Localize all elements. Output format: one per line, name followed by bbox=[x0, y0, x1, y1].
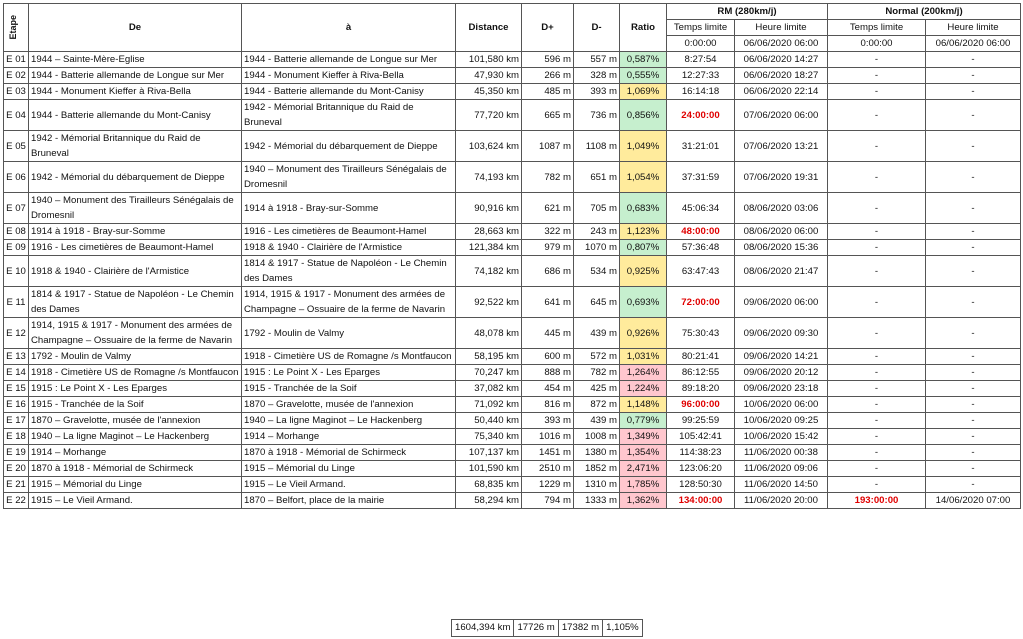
rm-heure-limite: 08/06/2020 03:06 bbox=[735, 193, 828, 224]
table-row bbox=[4, 318, 1021, 349]
stage-dplus: 641 m bbox=[522, 287, 574, 318]
stage-to: 1944 - Batterie allemande de Longue sur Mer bbox=[242, 52, 456, 68]
table-row bbox=[4, 131, 1021, 162]
stage-to: 1870 à 1918 - Mémorial de Schirmeck bbox=[242, 445, 456, 461]
rm-temps-limite: 96:00:00 bbox=[667, 397, 735, 413]
stage-distance: 70,247 km bbox=[456, 365, 522, 381]
header-rm-temps-limite: Temps limite bbox=[667, 20, 735, 36]
normal-temps-limite: - bbox=[828, 413, 926, 429]
table-row bbox=[4, 52, 1021, 68]
stage-from: 1914 – Morhange bbox=[29, 445, 242, 461]
stage-from: 1940 – Monument des Tirailleurs Sénégalais de Dromesnil bbox=[29, 193, 242, 224]
rm-heure-limite: 09/06/2020 23:18 bbox=[735, 381, 828, 397]
stage-distance: 50,440 km bbox=[456, 413, 522, 429]
stage-distance: 47,930 km bbox=[456, 68, 522, 84]
stage-number: E 07 bbox=[4, 193, 29, 224]
header-a: à bbox=[242, 4, 456, 52]
stage-to: 1915 – Mémorial du Linge bbox=[242, 461, 456, 477]
stage-dminus: 557 m bbox=[574, 52, 620, 68]
normal-heure-limite: - bbox=[926, 84, 1021, 100]
rm-temps-limite: 48:00:00 bbox=[667, 224, 735, 240]
stage-from: 1915 - Tranchée de la Soif bbox=[29, 397, 242, 413]
normal-temps-limite: - bbox=[828, 131, 926, 162]
stage-ratio: 1,031% bbox=[620, 349, 667, 365]
normal-heure-limite: - bbox=[926, 162, 1021, 193]
stage-ratio: 0,856% bbox=[620, 100, 667, 131]
rm-temps-limite: 134:00:00 bbox=[667, 493, 735, 509]
rm-heure-limite: 09/06/2020 09:30 bbox=[735, 318, 828, 349]
stage-to: 1914 à 1918 - Bray-sur-Somme bbox=[242, 193, 456, 224]
stage-to: 1915 : Le Point X - Les Eparges bbox=[242, 365, 456, 381]
stage-distance: 90,916 km bbox=[456, 193, 522, 224]
rm-temps-limite: 31:21:01 bbox=[667, 131, 735, 162]
stage-dminus: 243 m bbox=[574, 224, 620, 240]
stage-dplus: 794 m bbox=[522, 493, 574, 509]
table-row bbox=[4, 193, 1021, 224]
stage-dplus: 485 m bbox=[522, 84, 574, 100]
stage-from: 1914 à 1918 - Bray-sur-Somme bbox=[29, 224, 242, 240]
header-etape: Etape bbox=[4, 4, 29, 52]
stage-distance: 107,137 km bbox=[456, 445, 522, 461]
table-row bbox=[4, 287, 1021, 318]
header-dminus: D- bbox=[574, 4, 620, 52]
stage-to: 1914, 1915 & 1917 - Monument des armées de Champagne – Ossuaire de la ferme de Navarin bbox=[242, 287, 456, 318]
stage-from: 1942 - Mémorial du débarquement de Dieppe bbox=[29, 162, 242, 193]
stage-to: 1918 & 1940 - Clairière de l'Armistice bbox=[242, 240, 456, 256]
stage-number: E 08 bbox=[4, 224, 29, 240]
stage-to: 1814 & 1917 - Statue de Napoléon - Le Chemin des Dames bbox=[242, 256, 456, 287]
rm-temps-limite: 45:06:34 bbox=[667, 193, 735, 224]
header-rm-heure-limite: Heure limite bbox=[735, 20, 828, 36]
stage-dplus: 1451 m bbox=[522, 445, 574, 461]
stage-ratio: 1,349% bbox=[620, 429, 667, 445]
header-normal-heure-limite: Heure limite bbox=[926, 20, 1021, 36]
table-row bbox=[4, 256, 1021, 287]
stage-dminus: 534 m bbox=[574, 256, 620, 287]
stage-dminus: 1380 m bbox=[574, 445, 620, 461]
rm-heure-limite: 08/06/2020 21:47 bbox=[735, 256, 828, 287]
stage-dplus: 600 m bbox=[522, 349, 574, 365]
totals-table bbox=[451, 619, 643, 637]
stage-to: 1942 - Mémorial du débarquement de Dieppe bbox=[242, 131, 456, 162]
stage-dminus: 1108 m bbox=[574, 131, 620, 162]
stage-dminus: 736 m bbox=[574, 100, 620, 131]
rm-heure-limite: 11/06/2020 00:38 bbox=[735, 445, 828, 461]
normal-heure-limite: - bbox=[926, 397, 1021, 413]
rm-heure-limite: 11/06/2020 09:06 bbox=[735, 461, 828, 477]
rm-heure-limite: 09/06/2020 06:00 bbox=[735, 287, 828, 318]
normal-start-date: 06/06/2020 06:00 bbox=[926, 36, 1021, 52]
normal-temps-limite: - bbox=[828, 68, 926, 84]
stage-dminus: 425 m bbox=[574, 381, 620, 397]
stage-number: E 19 bbox=[4, 445, 29, 461]
stage-ratio: 1,362% bbox=[620, 493, 667, 509]
normal-heure-limite: - bbox=[926, 131, 1021, 162]
stage-dplus: 266 m bbox=[522, 68, 574, 84]
table-row bbox=[4, 445, 1021, 461]
table-row bbox=[4, 224, 1021, 240]
stage-number: E 03 bbox=[4, 84, 29, 100]
stage-to: 1870 – Gravelotte, musée de l'annexion bbox=[242, 397, 456, 413]
normal-heure-limite: - bbox=[926, 256, 1021, 287]
stage-distance: 101,590 km bbox=[456, 461, 522, 477]
stage-dplus: 393 m bbox=[522, 413, 574, 429]
stage-distance: 77,720 km bbox=[456, 100, 522, 131]
rm-temps-limite: 99:25:59 bbox=[667, 413, 735, 429]
stage-dminus: 328 m bbox=[574, 68, 620, 84]
normal-heure-limite: - bbox=[926, 477, 1021, 493]
normal-temps-limite: - bbox=[828, 100, 926, 131]
table-row bbox=[4, 429, 1021, 445]
total-distance: 1604,394 km bbox=[452, 620, 514, 637]
stage-number: E 11 bbox=[4, 287, 29, 318]
rm-heure-limite: 09/06/2020 20:12 bbox=[735, 365, 828, 381]
stage-dminus: 645 m bbox=[574, 287, 620, 318]
stage-from: 1870 – Gravelotte, musée de l'annexion bbox=[29, 413, 242, 429]
table-row bbox=[4, 84, 1021, 100]
table-row bbox=[4, 240, 1021, 256]
header-normal-group: Normal (200km/j) bbox=[828, 4, 1021, 20]
rm-heure-limite: 10/06/2020 09:25 bbox=[735, 413, 828, 429]
rm-heure-limite: 06/06/2020 14:27 bbox=[735, 52, 828, 68]
normal-start-time: 0:00:00 bbox=[828, 36, 926, 52]
stage-dplus: 596 m bbox=[522, 52, 574, 68]
rm-heure-limite: 10/06/2020 15:42 bbox=[735, 429, 828, 445]
stage-dplus: 816 m bbox=[522, 397, 574, 413]
normal-heure-limite: - bbox=[926, 287, 1021, 318]
stage-ratio: 0,683% bbox=[620, 193, 667, 224]
stage-from: 1942 - Mémorial Britannique du Raid de Bruneval bbox=[29, 131, 242, 162]
stage-from: 1916 - Les cimetières de Beaumont-Hamel bbox=[29, 240, 242, 256]
stage-ratio: 1,123% bbox=[620, 224, 667, 240]
stage-ratio: 2,471% bbox=[620, 461, 667, 477]
normal-temps-limite: - bbox=[828, 84, 926, 100]
total-dminus: 17382 m bbox=[558, 620, 602, 637]
header-de: De bbox=[29, 4, 242, 52]
stage-dminus: 705 m bbox=[574, 193, 620, 224]
stage-dplus: 782 m bbox=[522, 162, 574, 193]
rm-temps-limite: 24:00:00 bbox=[667, 100, 735, 131]
stage-from: 1944 - Monument Kieffer à Riva-Bella bbox=[29, 84, 242, 100]
rm-heure-limite: 06/06/2020 18:27 bbox=[735, 68, 828, 84]
rm-temps-limite: 89:18:20 bbox=[667, 381, 735, 397]
stage-number: E 04 bbox=[4, 100, 29, 131]
stage-dplus: 621 m bbox=[522, 193, 574, 224]
stage-distance: 74,193 km bbox=[456, 162, 522, 193]
rm-temps-limite: 128:50:30 bbox=[667, 477, 735, 493]
stage-to: 1942 - Mémorial Britannique du Raid de Bruneval bbox=[242, 100, 456, 131]
stage-dminus: 1333 m bbox=[574, 493, 620, 509]
stage-to: 1944 - Batterie allemande du Mont-Canisy bbox=[242, 84, 456, 100]
total-dplus: 17726 m bbox=[514, 620, 558, 637]
normal-heure-limite: - bbox=[926, 349, 1021, 365]
rm-temps-limite: 75:30:43 bbox=[667, 318, 735, 349]
stage-from: 1870 à 1918 - Mémorial de Schirmeck bbox=[29, 461, 242, 477]
table-row bbox=[4, 68, 1021, 84]
stage-distance: 58,195 km bbox=[456, 349, 522, 365]
stage-dminus: 1310 m bbox=[574, 477, 620, 493]
table-row bbox=[4, 493, 1021, 509]
stage-distance: 71,092 km bbox=[456, 397, 522, 413]
stage-from: 1915 – Le Vieil Armand. bbox=[29, 493, 242, 509]
stage-number: E 20 bbox=[4, 461, 29, 477]
stage-to: 1914 – Morhange bbox=[242, 429, 456, 445]
stage-dplus: 1016 m bbox=[522, 429, 574, 445]
table-row bbox=[4, 397, 1021, 413]
stage-to: 1915 – Le Vieil Armand. bbox=[242, 477, 456, 493]
stage-number: E 02 bbox=[4, 68, 29, 84]
stage-number: E 17 bbox=[4, 413, 29, 429]
table-row bbox=[4, 349, 1021, 365]
stage-from: 1814 & 1917 - Statue de Napoléon - Le Chemin des Dames bbox=[29, 287, 242, 318]
stage-number: E 06 bbox=[4, 162, 29, 193]
stage-distance: 74,182 km bbox=[456, 256, 522, 287]
stage-dplus: 686 m bbox=[522, 256, 574, 287]
rm-temps-limite: 8:27:54 bbox=[667, 52, 735, 68]
stage-from: 1915 – Mémorial du Linge bbox=[29, 477, 242, 493]
stage-dplus: 665 m bbox=[522, 100, 574, 131]
stage-distance: 75,340 km bbox=[456, 429, 522, 445]
stage-dplus: 888 m bbox=[522, 365, 574, 381]
normal-temps-limite: - bbox=[828, 429, 926, 445]
stage-from: 1914, 1915 & 1917 - Monument des armées de Champagne – Ossuaire de la ferme de Navarin bbox=[29, 318, 242, 349]
normal-heure-limite: - bbox=[926, 318, 1021, 349]
rm-temps-limite: 37:31:59 bbox=[667, 162, 735, 193]
table-row bbox=[4, 413, 1021, 429]
header-rm-group: RM (280km/j) bbox=[667, 4, 828, 20]
rm-heure-limite: 08/06/2020 15:36 bbox=[735, 240, 828, 256]
normal-heure-limite: - bbox=[926, 429, 1021, 445]
normal-temps-limite: - bbox=[828, 256, 926, 287]
rm-temps-limite: 12:27:33 bbox=[667, 68, 735, 84]
normal-temps-limite: - bbox=[828, 461, 926, 477]
header-normal-temps-limite: Temps limite bbox=[828, 20, 926, 36]
normal-heure-limite: - bbox=[926, 52, 1021, 68]
normal-heure-limite: - bbox=[926, 413, 1021, 429]
rm-temps-limite: 105:42:41 bbox=[667, 429, 735, 445]
stage-ratio: 0,807% bbox=[620, 240, 667, 256]
stage-distance: 68,835 km bbox=[456, 477, 522, 493]
stage-dplus: 2510 m bbox=[522, 461, 574, 477]
normal-heure-limite: - bbox=[926, 445, 1021, 461]
stage-ratio: 0,693% bbox=[620, 287, 667, 318]
header-distance: Distance bbox=[456, 4, 522, 52]
stage-number: E 09 bbox=[4, 240, 29, 256]
stage-number: E 21 bbox=[4, 477, 29, 493]
stage-dplus: 979 m bbox=[522, 240, 574, 256]
stage-ratio: 1,069% bbox=[620, 84, 667, 100]
normal-heure-limite: - bbox=[926, 381, 1021, 397]
normal-temps-limite: - bbox=[828, 224, 926, 240]
stage-from: 1940 – La ligne Maginot – Le Hackenberg bbox=[29, 429, 242, 445]
rm-temps-limite: 16:14:18 bbox=[667, 84, 735, 100]
stage-number: E 15 bbox=[4, 381, 29, 397]
stage-from: 1918 - Cimetière US de Romagne /s Montfaucon bbox=[29, 365, 242, 381]
rm-heure-limite: 07/06/2020 13:21 bbox=[735, 131, 828, 162]
rm-heure-limite: 08/06/2020 06:00 bbox=[735, 224, 828, 240]
stage-from: 1944 – Sainte-Mère-Eglise bbox=[29, 52, 242, 68]
rm-heure-limite: 06/06/2020 22:14 bbox=[735, 84, 828, 100]
table-row bbox=[4, 162, 1021, 193]
stage-to: 1918 - Cimetière US de Romagne /s Montfaucon bbox=[242, 349, 456, 365]
stage-from: 1792 - Moulin de Valmy bbox=[29, 349, 242, 365]
table-row bbox=[4, 381, 1021, 397]
stage-number: E 13 bbox=[4, 349, 29, 365]
table-row bbox=[4, 100, 1021, 131]
rm-temps-limite: 63:47:43 bbox=[667, 256, 735, 287]
normal-temps-limite: - bbox=[828, 397, 926, 413]
normal-temps-limite: - bbox=[828, 349, 926, 365]
stage-number: E 18 bbox=[4, 429, 29, 445]
stage-to: 1792 - Moulin de Valmy bbox=[242, 318, 456, 349]
normal-temps-limite: - bbox=[828, 445, 926, 461]
stage-ratio: 0,926% bbox=[620, 318, 667, 349]
stage-dminus: 872 m bbox=[574, 397, 620, 413]
stage-number: E 10 bbox=[4, 256, 29, 287]
stage-distance: 121,384 km bbox=[456, 240, 522, 256]
stage-ratio: 0,587% bbox=[620, 52, 667, 68]
rm-heure-limite: 11/06/2020 14:50 bbox=[735, 477, 828, 493]
stage-dminus: 1852 m bbox=[574, 461, 620, 477]
stage-number: E 16 bbox=[4, 397, 29, 413]
stage-number: E 22 bbox=[4, 493, 29, 509]
stage-ratio: 1,264% bbox=[620, 365, 667, 381]
rm-temps-limite: 114:38:23 bbox=[667, 445, 735, 461]
stage-dplus: 454 m bbox=[522, 381, 574, 397]
stage-ratio: 0,779% bbox=[620, 413, 667, 429]
stage-ratio: 1,224% bbox=[620, 381, 667, 397]
stage-to: 1944 - Monument Kieffer à Riva-Bella bbox=[242, 68, 456, 84]
stage-to: 1870 – Belfort, place de la mairie bbox=[242, 493, 456, 509]
normal-temps-limite: - bbox=[828, 193, 926, 224]
stage-ratio: 1,054% bbox=[620, 162, 667, 193]
normal-heure-limite: - bbox=[926, 224, 1021, 240]
stage-dplus: 445 m bbox=[522, 318, 574, 349]
stage-ratio: 0,925% bbox=[620, 256, 667, 287]
normal-heure-limite: - bbox=[926, 461, 1021, 477]
normal-temps-limite: - bbox=[828, 318, 926, 349]
rm-heure-limite: 10/06/2020 06:00 bbox=[735, 397, 828, 413]
stage-dminus: 572 m bbox=[574, 349, 620, 365]
stage-ratio: 1,785% bbox=[620, 477, 667, 493]
normal-heure-limite: - bbox=[926, 365, 1021, 381]
stage-ratio: 1,354% bbox=[620, 445, 667, 461]
stage-from: 1944 - Batterie allemande du Mont-Canisy bbox=[29, 100, 242, 131]
stage-distance: 45,350 km bbox=[456, 84, 522, 100]
stage-from: 1944 - Batterie allemande de Longue sur Mer bbox=[29, 68, 242, 84]
normal-temps-limite: 193:00:00 bbox=[828, 493, 926, 509]
header-ratio: Ratio bbox=[620, 4, 667, 52]
stage-number: E 14 bbox=[4, 365, 29, 381]
stage-to: 1940 – La ligne Maginot – Le Hackenberg bbox=[242, 413, 456, 429]
stage-distance: 101,580 km bbox=[456, 52, 522, 68]
stage-number: E 01 bbox=[4, 52, 29, 68]
normal-temps-limite: - bbox=[828, 287, 926, 318]
stage-dminus: 439 m bbox=[574, 413, 620, 429]
stage-dminus: 651 m bbox=[574, 162, 620, 193]
stage-to: 1940 – Monument des Tirailleurs Sénégalais de Dromesnil bbox=[242, 162, 456, 193]
stage-ratio: 1,049% bbox=[620, 131, 667, 162]
stages-table bbox=[3, 3, 1021, 509]
stage-distance: 92,522 km bbox=[456, 287, 522, 318]
stage-dminus: 1070 m bbox=[574, 240, 620, 256]
stage-from: 1915 : Le Point X - Les Eparges bbox=[29, 381, 242, 397]
normal-temps-limite: - bbox=[828, 240, 926, 256]
stage-dminus: 393 m bbox=[574, 84, 620, 100]
rm-start-time: 0:00:00 bbox=[667, 36, 735, 52]
normal-temps-limite: - bbox=[828, 365, 926, 381]
normal-heure-limite: - bbox=[926, 240, 1021, 256]
normal-heure-limite: 14/06/2020 07:00 bbox=[926, 493, 1021, 509]
rm-temps-limite: 86:12:55 bbox=[667, 365, 735, 381]
normal-heure-limite: - bbox=[926, 100, 1021, 131]
total-ratio: 1,105% bbox=[603, 620, 643, 637]
rm-temps-limite: 72:00:00 bbox=[667, 287, 735, 318]
stage-to: 1916 - Les cimetières de Beaumont-Hamel bbox=[242, 224, 456, 240]
table-row bbox=[4, 461, 1021, 477]
normal-temps-limite: - bbox=[828, 477, 926, 493]
normal-heure-limite: - bbox=[926, 68, 1021, 84]
stage-distance: 103,624 km bbox=[456, 131, 522, 162]
stage-dminus: 1008 m bbox=[574, 429, 620, 445]
stage-ratio: 0,555% bbox=[620, 68, 667, 84]
stage-distance: 28,663 km bbox=[456, 224, 522, 240]
stage-from: 1918 & 1940 - Clairière de l'Armistice bbox=[29, 256, 242, 287]
rm-start-date: 06/06/2020 06:00 bbox=[735, 36, 828, 52]
stage-rows bbox=[4, 52, 1021, 509]
normal-heure-limite: - bbox=[926, 193, 1021, 224]
rm-heure-limite: 11/06/2020 20:00 bbox=[735, 493, 828, 509]
stage-number: E 05 bbox=[4, 131, 29, 162]
stage-dplus: 1087 m bbox=[522, 131, 574, 162]
normal-temps-limite: - bbox=[828, 381, 926, 397]
normal-temps-limite: - bbox=[828, 162, 926, 193]
stage-number: E 12 bbox=[4, 318, 29, 349]
rm-temps-limite: 123:06:20 bbox=[667, 461, 735, 477]
normal-temps-limite: - bbox=[828, 52, 926, 68]
table-row bbox=[4, 365, 1021, 381]
rm-heure-limite: 09/06/2020 14:21 bbox=[735, 349, 828, 365]
stage-dplus: 1229 m bbox=[522, 477, 574, 493]
rm-heure-limite: 07/06/2020 06:00 bbox=[735, 100, 828, 131]
stage-ratio: 1,148% bbox=[620, 397, 667, 413]
stage-dminus: 439 m bbox=[574, 318, 620, 349]
rm-heure-limite: 07/06/2020 19:31 bbox=[735, 162, 828, 193]
stage-dplus: 322 m bbox=[522, 224, 574, 240]
stage-distance: 48,078 km bbox=[456, 318, 522, 349]
stage-distance: 58,294 km bbox=[456, 493, 522, 509]
table-row bbox=[4, 477, 1021, 493]
rm-temps-limite: 57:36:48 bbox=[667, 240, 735, 256]
header-dplus: D+ bbox=[522, 4, 574, 52]
stage-dminus: 782 m bbox=[574, 365, 620, 381]
rm-temps-limite: 80:21:41 bbox=[667, 349, 735, 365]
stage-distance: 37,082 km bbox=[456, 381, 522, 397]
stage-to: 1915 - Tranchée de la Soif bbox=[242, 381, 456, 397]
